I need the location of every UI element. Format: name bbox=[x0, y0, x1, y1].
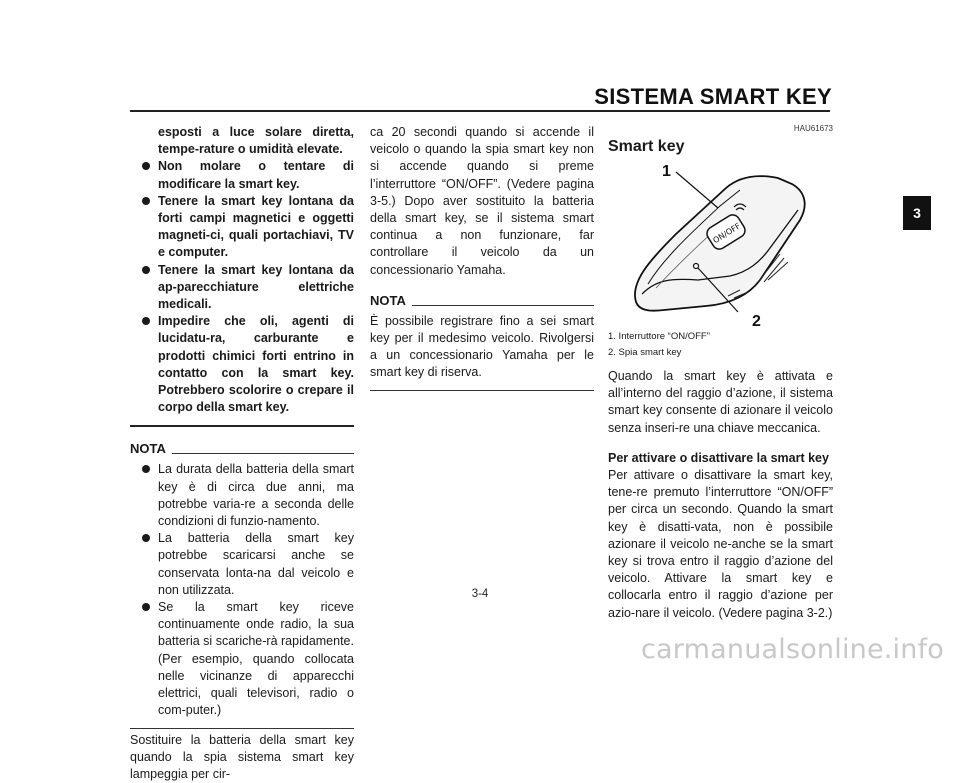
section-title: Smart key bbox=[608, 136, 833, 158]
nota-label: NOTA bbox=[130, 441, 166, 457]
chapter-tab: 3 bbox=[903, 196, 931, 230]
battery-paragraph: Sostituire la batteria della smart key quando la spia sistema smart key lampeggia per cir- bbox=[130, 732, 354, 783]
page-header-title: SISTEMA SMART KEY bbox=[594, 84, 832, 110]
caption-item: 2. Spia smart key bbox=[608, 346, 833, 360]
subheading: Per attivare o disattivare la smart key bbox=[608, 450, 833, 467]
smart-key-illustration bbox=[608, 162, 833, 328]
warning-list bbox=[130, 158, 354, 416]
callout-1: 1 bbox=[662, 163, 671, 180]
figure-captions bbox=[608, 330, 833, 360]
nota-line bbox=[412, 305, 594, 306]
header-rule bbox=[130, 110, 830, 112]
nota-end-rule bbox=[130, 728, 354, 729]
site-watermark: carmanualsonline.info bbox=[641, 634, 944, 665]
battery-paragraph-cont: ca 20 secondi quando si accende il veicolo o quando la spia smart key non si accende quando si preme l’interruttore “ON/OFF”. (Vedere pagina 3-5.) Dopo aver sostituito la batteria della smart key, se il sistema smart continua a non funzionare, far controllare il veicolo da un concessionario Yamaha. bbox=[370, 124, 594, 279]
callout-2: 2 bbox=[752, 313, 761, 328]
nota-heading bbox=[370, 293, 594, 309]
warning-continuation: esposti a luce solare diretta, tempe-rature o umidità elevate. bbox=[130, 124, 354, 158]
nota-item: La durata della batteria della smart key è di circa due anni, ma potrebbe varia-re a seconda delle condizioni di funzio-namento. bbox=[130, 461, 354, 530]
nota-line bbox=[172, 453, 354, 454]
warning-item: Non molare o tentare di modificare la smart key. bbox=[130, 158, 354, 192]
nota-end-rule bbox=[370, 390, 594, 391]
nota-item: La batteria della smart key potrebbe scaricarsi anche se conservata lonta-na dal veicolo e non utilizzata. bbox=[130, 530, 354, 599]
warning-item: Tenere la smart key lontana da forti campi magnetici e oggetti magneti-ci, quali portachiavi, TV e computer. bbox=[130, 193, 354, 262]
nota-label: NOTA bbox=[370, 293, 406, 309]
warning-item: Impedire che oli, agenti di lucidatu-ra, carburante e prodotti chimici forti entrino in contatto con la smart key. Potrebbero scolorire o crepare il corpo della smart key. bbox=[130, 313, 354, 416]
key-button-label: ON/OFF bbox=[711, 221, 742, 245]
column-right bbox=[608, 124, 833, 622]
warning-end-rule bbox=[130, 425, 354, 427]
section-code: HAU61673 bbox=[608, 124, 833, 134]
activation-paragraph: Per attivare o disattivare la smart key, tene-re premuto l’interruttore “ON/OFF” per circa un secondo. Quando la smart key è disatti-vata, non è possibile azionare il veicolo ne-anche se la smart key si trova entro il raggio d’azione del veicolo. Attivare la smart key e collocarla entro il raggio d’azione per azio-nare il veicolo. (Vedere pagina 3-2.) bbox=[608, 467, 833, 622]
warning-item: Tenere la smart key lontana da ap-parecchiature elettriche medicali. bbox=[130, 262, 354, 314]
page-number: 3-4 bbox=[0, 588, 960, 600]
column-left bbox=[130, 124, 354, 783]
nota-heading bbox=[130, 441, 354, 457]
nota-item: Se la smart key riceve continuamente onde radio, la sua batteria si scariche-rà rapidamente. (Per esempio, quando collocata nelle vicinanze di apparecchi elettrici, quali televisori, radio o com-puter.) bbox=[130, 599, 354, 719]
intro-paragraph: Quando la smart key è attivata e all’interno del raggio d’azione, il sistema smart key consente di azionare il veicolo senza inseri-re una chiave meccanica. bbox=[608, 368, 833, 437]
smart-key-figure bbox=[608, 162, 833, 328]
caption-item: 1. Interruttore “ON/OFF” bbox=[608, 330, 833, 344]
nota-text: È possibile registrare fino a sei smart key per il medesimo veicolo. Rivolgersi a un concessionario Yamaha per le smart key di riserva. bbox=[370, 313, 594, 382]
indicator-light-dot bbox=[694, 264, 699, 269]
column-middle bbox=[370, 124, 594, 391]
